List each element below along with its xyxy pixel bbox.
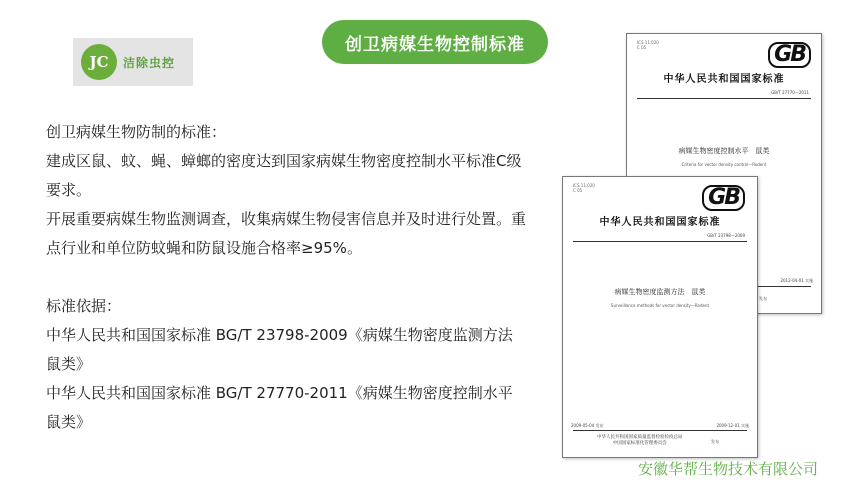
standard-requirement: 建成区鼠、蚊、蝇、蟑螂的密度达到国家病媒生物密度控制水平标准C级要求。: [46, 152, 522, 199]
doc-issue: 发布: [711, 439, 719, 444]
basis-item: 中华人民共和国国家标准 BG/T 23798-2009《病媒生物密度监测方法 鼠类》: [46, 326, 528, 373]
monitoring-requirement: [46, 205, 536, 263]
standard-document-cover: [562, 176, 758, 458]
doc-meta: ICS 11.020 C 05: [637, 40, 659, 50]
doc-issuer: 中华人民共和国国家质量监督检验检疫总局 中国国家标准化管理委员会: [597, 435, 683, 446]
doc-pub-date: 2009-05-04 发布: [571, 423, 604, 428]
page-title: 创卫病媒生物控制标准: [322, 20, 548, 64]
logo-text: 洁除虫控: [123, 55, 176, 70]
doc-meta: ICS 11.020 C 05: [573, 183, 595, 193]
doc-impl-date: 2012-04-01 实施: [780, 278, 813, 283]
standard-heading: 创卫病媒生物防制的标准：: [46, 123, 227, 141]
doc-subtitle: Criteria for vector density control—Rodent: [681, 162, 767, 167]
gb-logo-icon: GB: [702, 185, 745, 211]
logo-mark: JC: [81, 44, 117, 80]
monitoring-text: 开展重要病媒生物监测调查，收集病媒生物侵害信息并及时进行处置。重点行业和单位: [46, 210, 527, 257]
company-logo: [73, 38, 193, 86]
doc-subtitle: Surveillance methods for vector density—Rodent: [610, 303, 710, 308]
body-content: [46, 118, 536, 437]
facility-rate: 防蚊蝇和防鼠设施合格率≥95%: [136, 239, 347, 257]
doc-code: GB/T 23798—2009: [707, 233, 745, 238]
monitoring-end: 。: [346, 239, 362, 257]
gb-logo-icon: GB: [768, 42, 811, 68]
doc-heading: 中华人民共和国国家标准: [599, 217, 721, 228]
doc-code: GB/T 27770—2011: [771, 90, 809, 95]
basis-heading: 标准依据：: [46, 297, 122, 315]
doc-heading: 中华人民共和国国家标准: [663, 74, 785, 85]
basis-item: 中华人民共和国国家标准 BG/T 27770-2011《病媒生物密度控制水平 鼠类》: [46, 384, 528, 431]
doc-name: 病媒生物密度控制水平 鼠类: [678, 147, 770, 155]
company-name: 安徽华帮生物技术有限公司: [637, 460, 818, 478]
doc-issue: 发布: [759, 296, 767, 301]
doc-name: 病媒生物密度监测方法 鼠类: [614, 288, 706, 296]
doc-impl-date: 2009-12-01 实施: [716, 423, 749, 428]
